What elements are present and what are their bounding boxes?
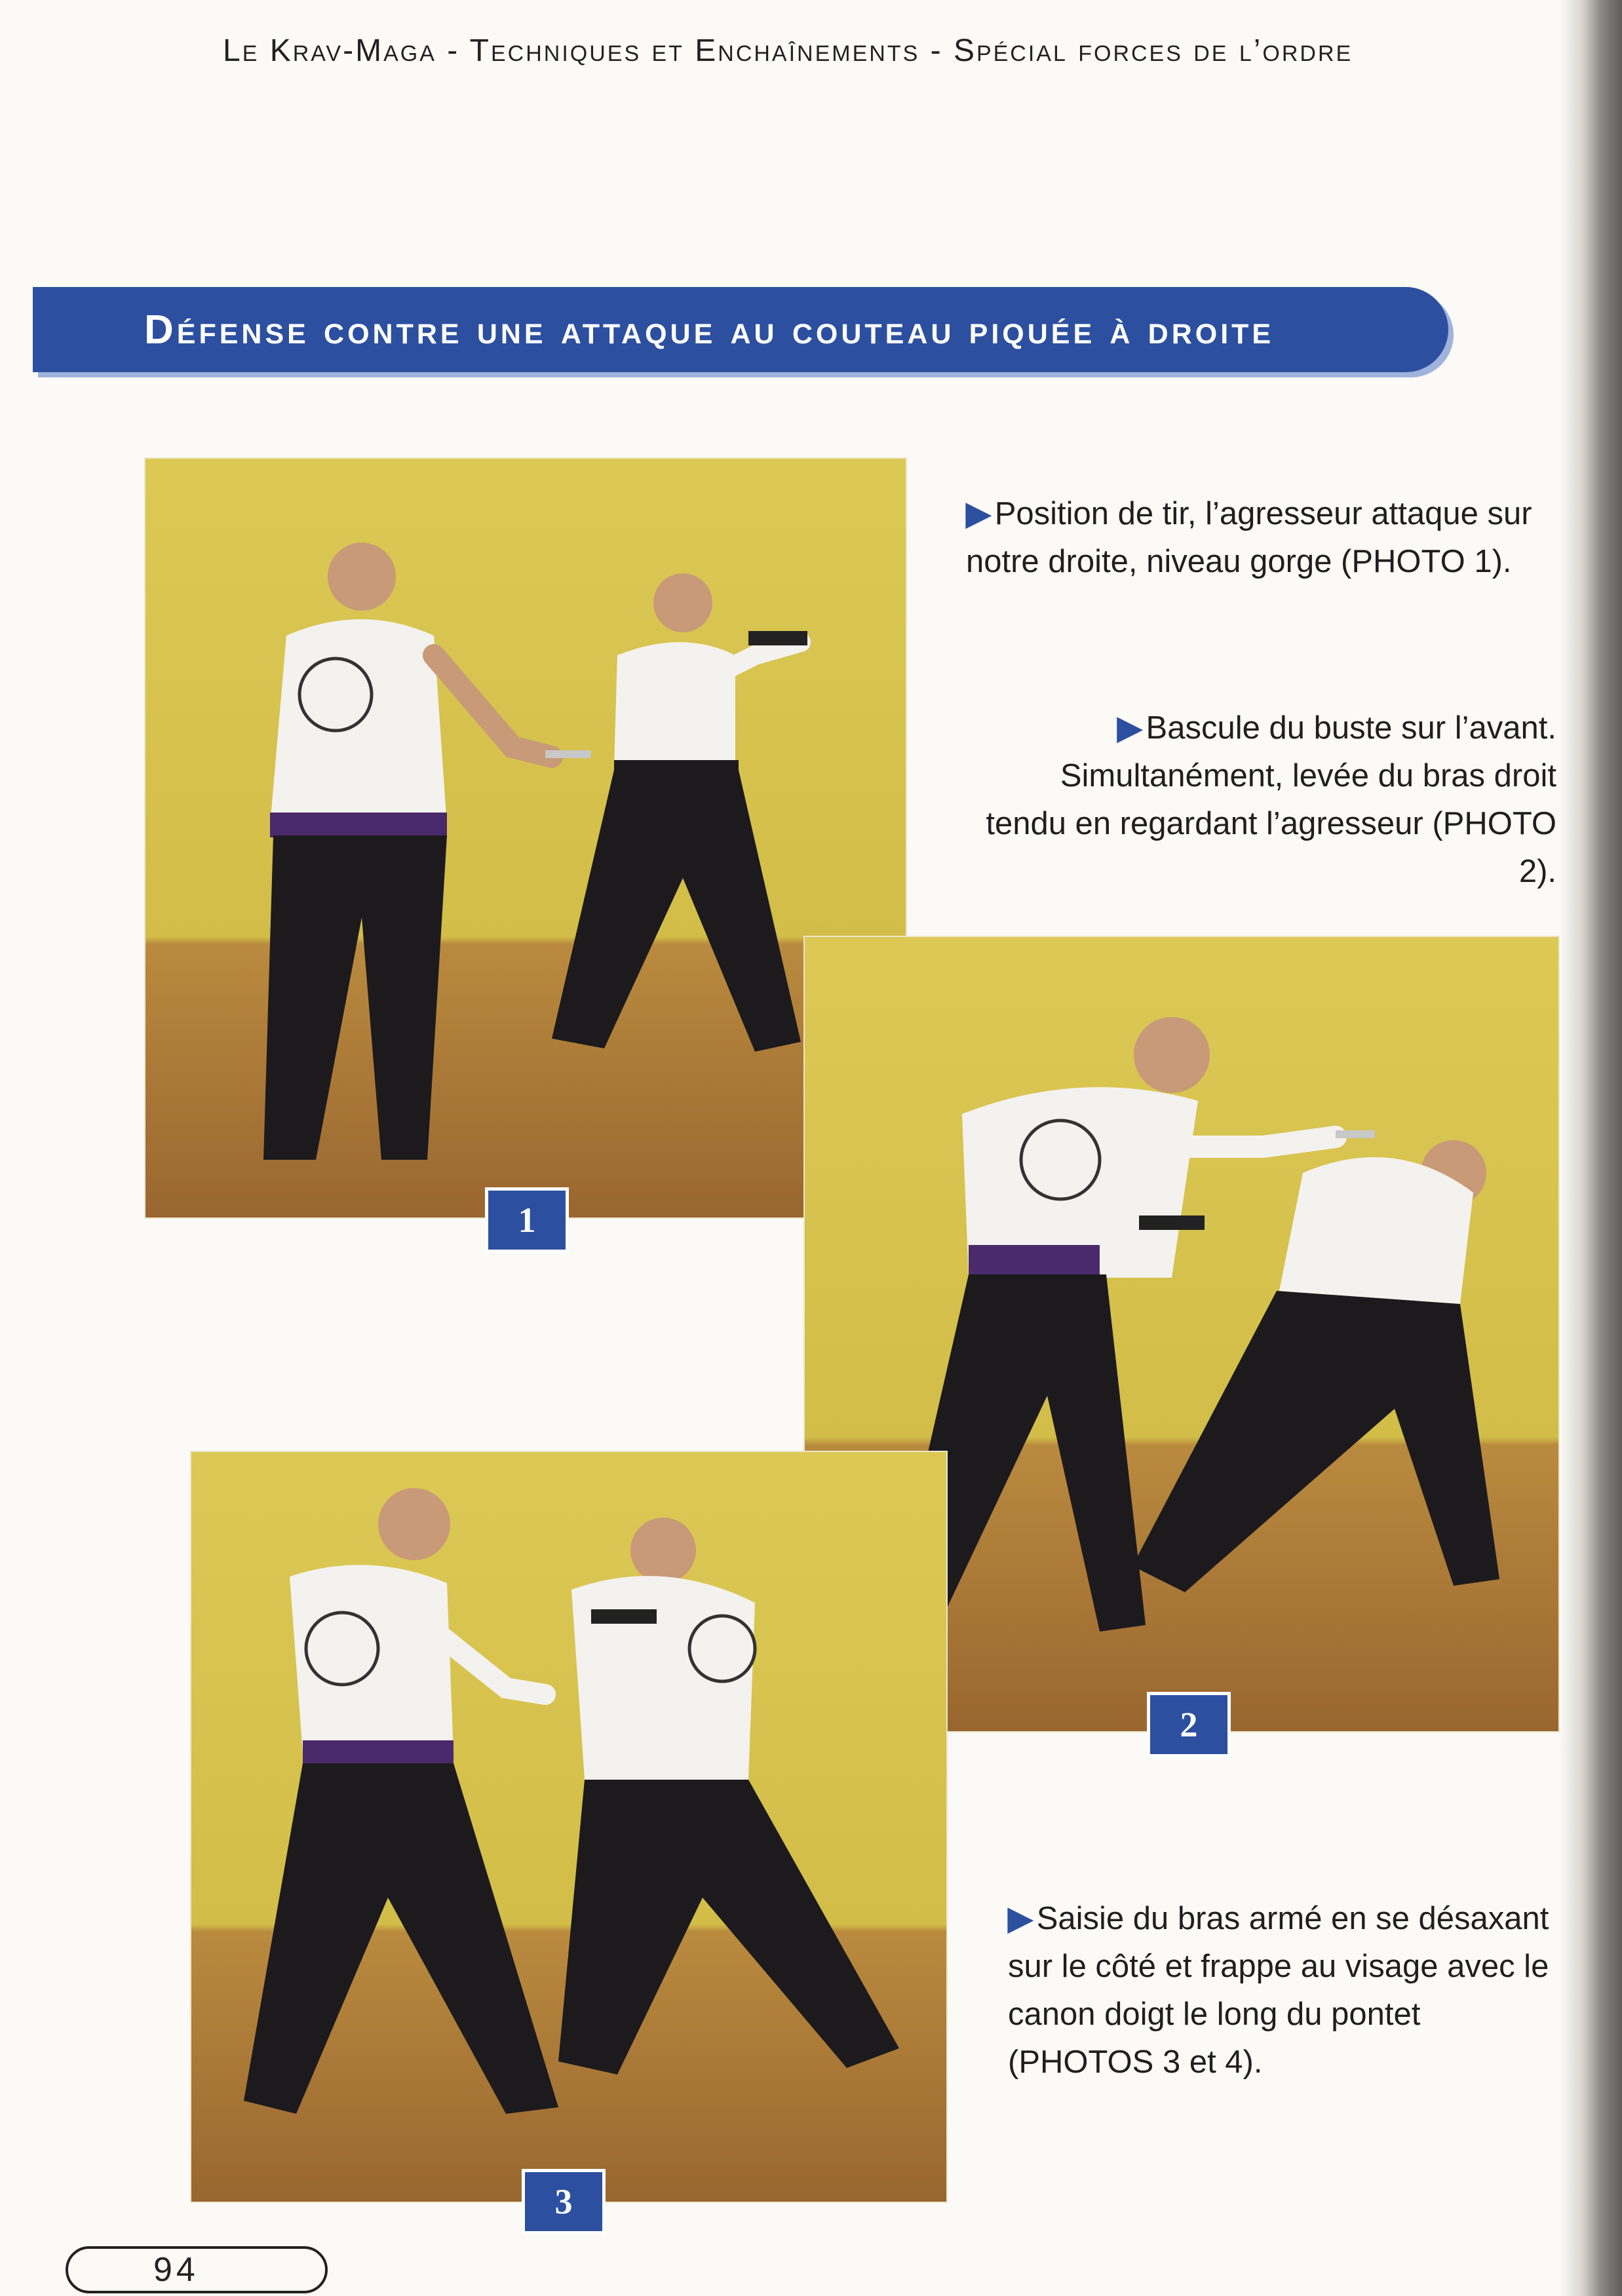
section-title-banner: [33, 287, 1448, 372]
caption-text: Position de tir, l’agresseur attaque sur notre droite, niveau gorge (PHOTO 1).: [966, 496, 1532, 579]
defender-figure: [263, 543, 591, 1160]
caption-photo-2: [983, 704, 1556, 896]
defender-figure: [244, 1488, 558, 2114]
attacker-figure: [558, 1518, 899, 2075]
page-number-box: [66, 2246, 328, 2293]
attacker-figure: [552, 573, 807, 1052]
caption-text: Bascule du buste sur l’avant. Simultanément, levée du bras droit tendu en regardant l’agresseur (PHOTO 2).: [986, 710, 1556, 889]
photo-1-scene: [145, 459, 906, 1217]
attacker-figure: [1132, 1140, 1499, 1592]
caption-text: Saisie du bras armé en se désaxant sur le côté et frappe au visage avec le canon doigt le long du pontet (PHOTOS 3 et 4).: [1008, 1901, 1549, 2080]
page-number: 94: [153, 2251, 199, 2289]
photo-1-number: 1: [485, 1187, 569, 1253]
caption-photo-1: [966, 490, 1543, 586]
section-title: Défense contre une attaque au couteau piquée à droite: [144, 307, 1275, 353]
triangle-bullet-icon: ▶: [1117, 710, 1142, 746]
photo-3-scene: [191, 1452, 946, 2202]
photo-3-number: 3: [522, 2169, 606, 2234]
caption-photo-3-4: [1008, 1895, 1565, 2086]
photo-1: [144, 457, 907, 1219]
photo-3: [190, 1451, 948, 2203]
book-spine-shadow: [1560, 0, 1622, 2296]
running-header: Le Krav-Maga - Techniques et Enchaînements - Spécial forces de l’ordre: [223, 33, 1353, 68]
photo-2-number: 2: [1147, 1692, 1231, 1757]
triangle-bullet-icon: ▶: [1008, 1901, 1033, 1936]
triangle-bullet-icon: ▶: [966, 496, 991, 531]
